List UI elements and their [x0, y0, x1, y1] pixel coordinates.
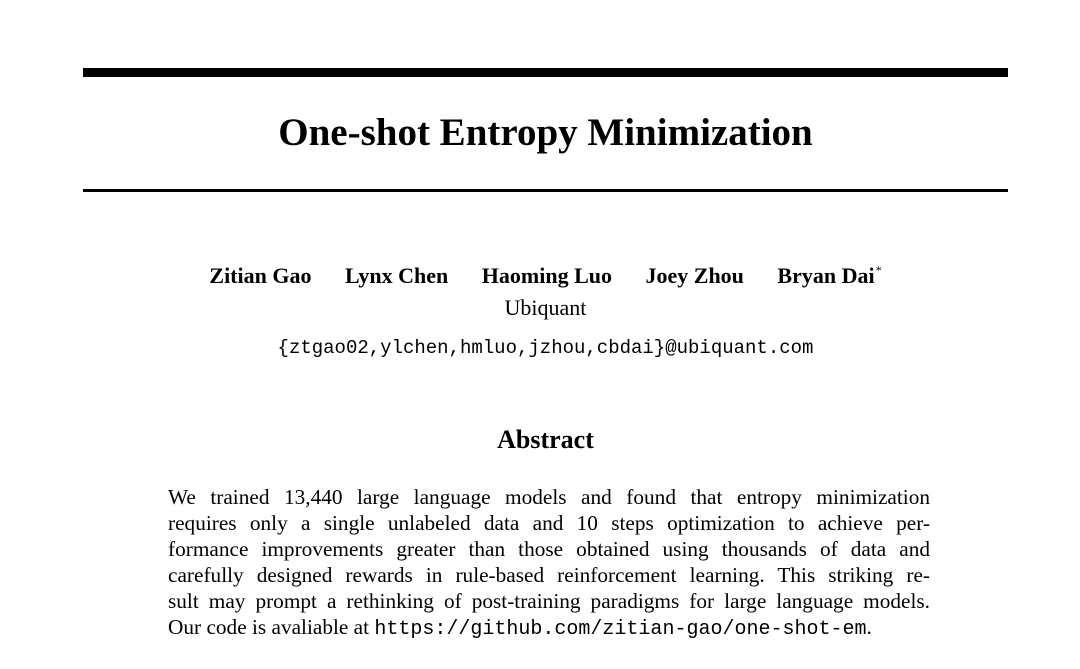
abstract-line: carefully designed rewards in rule-based reinforcement learning. This striking re-: [168, 563, 930, 587]
author: [777, 255, 881, 291]
corresponding-author-mark: *: [875, 263, 882, 277]
author-name: Lynx Chen: [344, 263, 449, 288]
code-availability-text: Our code is avaliable at: [168, 615, 375, 639]
title-rule-bottom: [83, 189, 1008, 192]
author-name: Haoming Luo: [481, 263, 612, 288]
abstract-line: formance improvements greater than those obtained using thousands of data and: [168, 537, 930, 561]
author-name: Bryan Dai: [777, 263, 875, 288]
author-emails: {ztgao02,ylchen,hmluo,jzhou,cbdai}@ubiquant.com: [277, 337, 814, 359]
author: [646, 261, 744, 291]
author: [209, 261, 311, 291]
abstract-line: requires only a single unlabeled data and 10 steps optimization to achieve per-: [168, 511, 930, 535]
author-list: [83, 255, 1008, 291]
abstract-line: sult may prompt a rethinking of post-training paradigms for large language models.: [168, 589, 930, 613]
abstract-line: We trained 13,440 large language models and found that entropy minimization: [168, 485, 930, 509]
affiliation: Ubiquant: [504, 295, 587, 320]
code-url-link[interactable]: https://github.com/zitian-gao/one-shot-em: [374, 618, 867, 641]
abstract-body: [168, 484, 930, 640]
abstract-line: [168, 614, 930, 640]
author-name: Zitian Gao: [209, 263, 312, 288]
title-rule-top: [83, 68, 1008, 77]
author-name: Joey Zhou: [645, 263, 744, 288]
paper-title: One-shot Entropy Minimization: [278, 111, 813, 154]
code-availability-period: .: [866, 615, 872, 639]
abstract-heading: Abstract: [497, 425, 594, 454]
author: [482, 261, 612, 291]
author: [345, 261, 448, 291]
